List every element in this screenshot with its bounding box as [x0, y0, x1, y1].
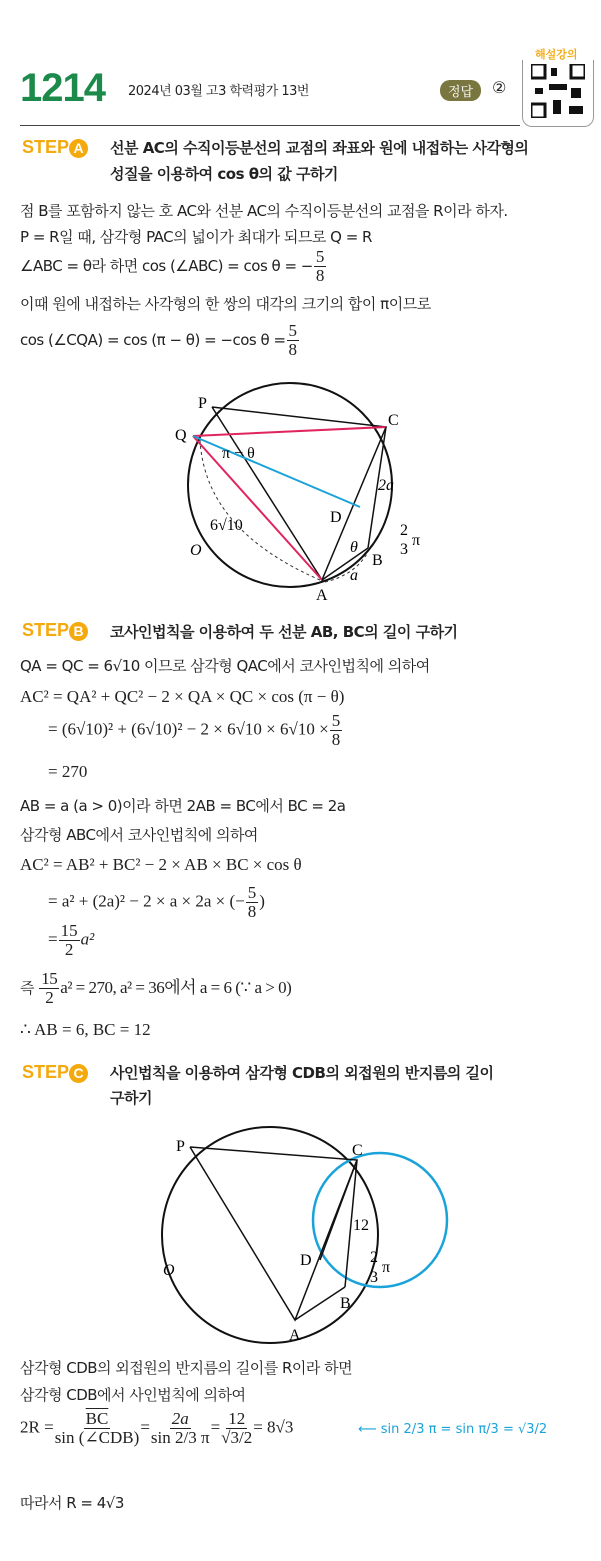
- svg-text:B: B: [372, 552, 383, 569]
- svg-text:12: 12: [353, 1217, 369, 1234]
- step-c-title-1: 사인법칙을 이용하여 삼각형 CDB의 외접원의 반지름의 길이: [110, 1064, 494, 1082]
- line: 삼각형 ABC에서 코사인법칙에 의하여: [20, 826, 258, 844]
- line: AB = a (a > 0)이라 하면 2AB = BC에서 BC = 2a: [20, 797, 346, 815]
- step-b-title: 코사인법칙을 이용하여 두 선분 AB, BC의 길이 구하기: [110, 623, 458, 641]
- side-note: ⟵ sin 2/3 π = sin π/3 = √3/2: [358, 1422, 548, 1437]
- line: QA = QC = 6√10 이므로 삼각형 QAC에서 코사인법칙에 의하여: [20, 657, 430, 675]
- svg-text:C: C: [388, 412, 399, 429]
- arrow-left-icon: ⟵: [358, 1422, 381, 1437]
- line: 삼각형 CDB의 외접원의 반지름의 길이를 R이라 하면: [20, 1359, 353, 1377]
- svg-text:π: π: [412, 532, 421, 549]
- svg-text:A: A: [289, 1327, 301, 1344]
- step-c-title-2: 구하기: [110, 1089, 152, 1107]
- problem-source: 2024년 03월 고3 학력평가 13번: [128, 84, 309, 99]
- svg-text:A: A: [316, 587, 328, 604]
- svg-text:D: D: [330, 509, 342, 526]
- svg-text:π: π: [382, 1259, 391, 1276]
- svg-text:2: 2: [370, 1249, 378, 1266]
- step-b-badge: STEP B: [22, 620, 88, 641]
- line: = (6√10)² + (6√10)² − 2 × 6√10 × 6√10 × $\frac{5}{8}$: [48, 711, 341, 749]
- figure-2-circle-diagram: [0, 1115, 601, 1355]
- svg-text:B: B: [340, 1295, 351, 1312]
- header-divider: [20, 125, 520, 126]
- svg-text:θ: θ: [350, 539, 358, 556]
- line: = $\frac{15}{2}$ a²: [48, 921, 95, 959]
- line: AC² = QA² + QC² − 2 × QA × QC × cos (π − θ): [20, 687, 345, 706]
- answer-value: ②: [492, 78, 507, 97]
- svg-text:C: C: [352, 1142, 363, 1159]
- lecture-label: 해설강의: [535, 48, 578, 61]
- svg-text:3: 3: [400, 541, 408, 558]
- step-a-title-2: 성질을 이용하여 cos θ의 값 구하기: [110, 165, 338, 183]
- problem-number: 1214: [20, 66, 105, 110]
- svg-text:O: O: [190, 542, 202, 559]
- svg-text:Q: Q: [175, 427, 187, 444]
- svg-text:2: 2: [400, 522, 408, 539]
- qr-code-box[interactable]: [522, 60, 594, 127]
- qr-code-icon: [531, 64, 585, 118]
- svg-text:D: D: [300, 1252, 312, 1269]
- line: 즉 $\frac{15}{2}$ a² = 270, a² = 36에서 a = 6 (∵ a > 0): [20, 969, 292, 1007]
- line: ∴ AB = 6, BC = 12: [20, 1020, 151, 1039]
- svg-text:a: a: [350, 567, 358, 584]
- line: = a² + (2a)² − 2 × a × 2a × (− $\frac{5}{8}$ ): [48, 883, 265, 921]
- line: 점 B를 포함하지 않는 호 AC와 선분 AC의 수직이등분선의 교점을 R이라 하자.: [20, 202, 508, 220]
- line: cos (∠CQA) = cos (π − θ) = −cos θ = $\frac{5}{8}$: [20, 321, 297, 359]
- svg-text:2a: 2a: [378, 477, 394, 494]
- svg-text:π − θ: π − θ: [222, 445, 255, 462]
- line: 삼각형 CDB에서 사인법칙에 의하여: [20, 1386, 246, 1404]
- svg-text:6√10: 6√10: [210, 517, 243, 534]
- svg-text:P: P: [198, 395, 207, 412]
- line: P = R일 때, 삼각형 PAC의 넓이가 최대가 되므로 Q = R: [20, 228, 372, 246]
- line: 이때 원에 내접하는 사각형의 한 쌍의 대각의 크기의 합이 π이므로: [20, 295, 431, 313]
- step-c-badge: STEP C: [22, 1062, 88, 1083]
- answer-badge: 정답: [440, 80, 481, 101]
- line: 따라서 R = 4√3: [20, 1494, 124, 1512]
- sine-law-equation: 2R = $\overline{BC}$ sin (∠CDB) = $\frac{2a}{\sin 2/3 \pi}$ = $\frac{12}{√3/2}$ = 8√3: [20, 1409, 294, 1447]
- step-a-title-1: 선분 AC의 수직이등분선의 교점의 좌표와 원에 내접하는 사각형의: [110, 139, 529, 157]
- line: AC² = AB² + BC² − 2 × AB × BC × cos θ: [20, 855, 302, 874]
- svg-text:O: O: [163, 1262, 175, 1279]
- figure-1-circle-diagram: [0, 370, 601, 610]
- svg-text:P: P: [176, 1138, 185, 1155]
- line: ∠ABC = θ라 하면 cos (∠ABC) = cos θ = − $\frac{5}{8}$: [20, 247, 324, 285]
- svg-text:3: 3: [370, 1269, 378, 1286]
- step-a-badge: STEP A: [22, 137, 88, 158]
- line: = 270: [48, 762, 88, 781]
